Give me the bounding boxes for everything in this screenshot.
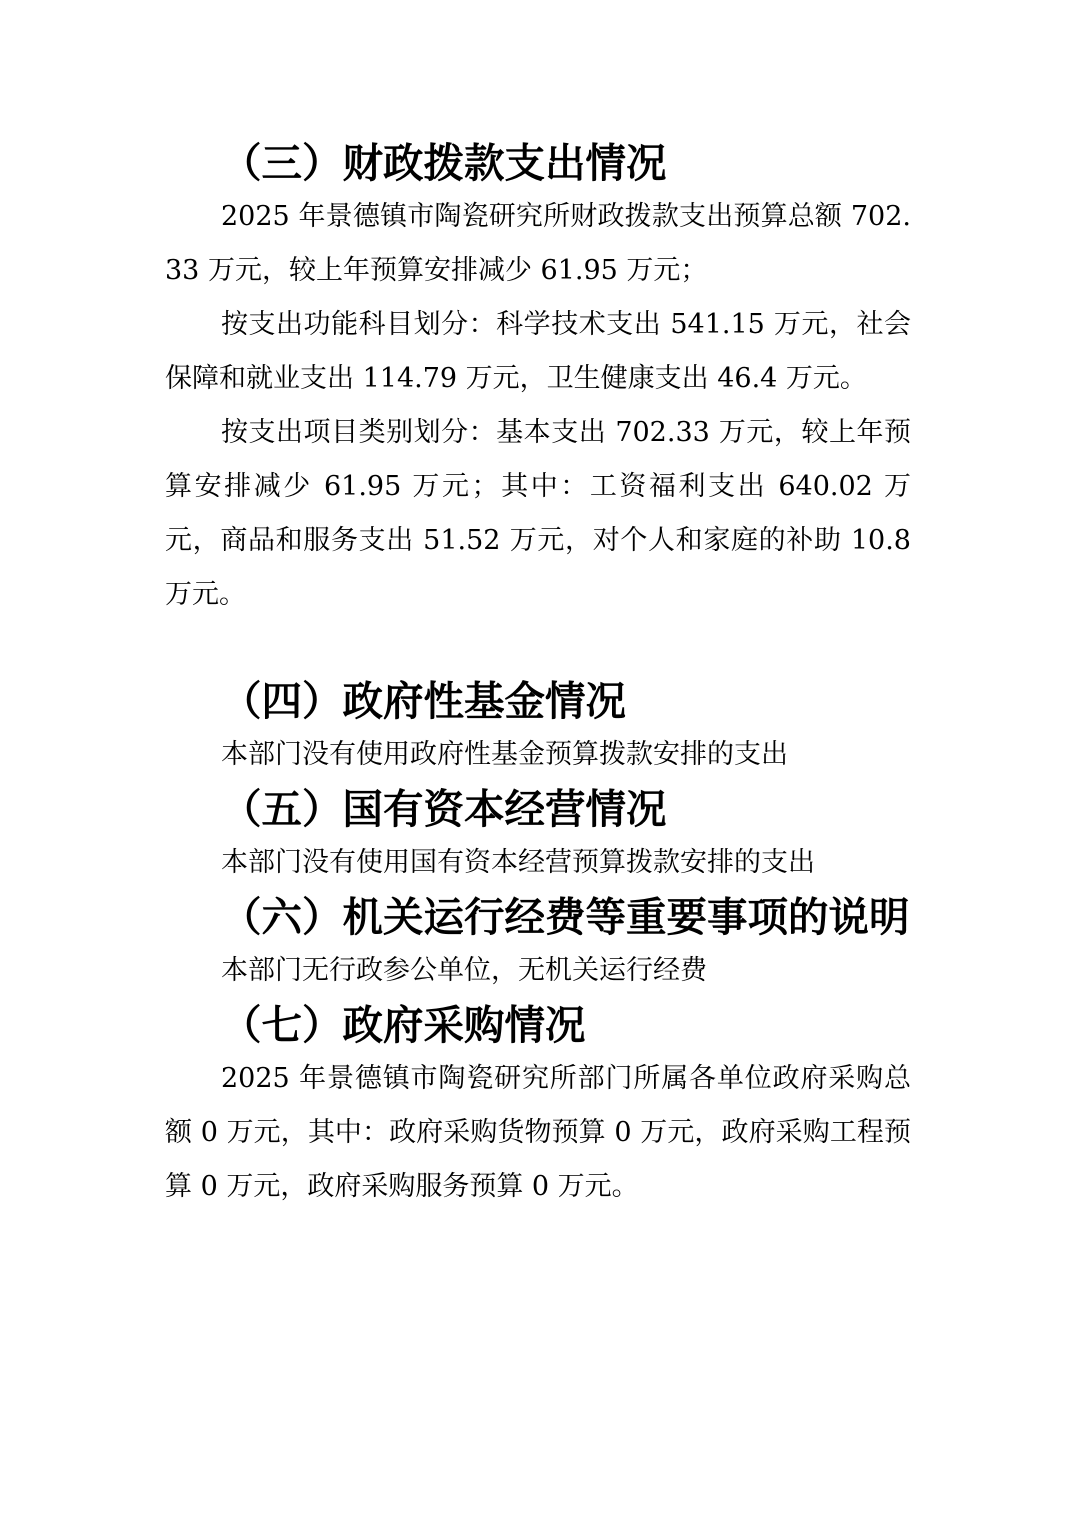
section-heading: （四）政府性基金情况 [221,677,626,725]
section-state-capital [165,782,911,890]
section-heading: （三）财政拨款支出情况 [221,139,667,187]
paragraph-government-fund: 本部门没有使用政府性基金预算拨款安排的支出 [221,739,788,770]
section-fiscal-expenditure [165,136,911,622]
section-heading: （五）国有资本经营情况 [221,785,667,833]
document-body [165,136,911,1214]
section-heading: （六）机关运行经费等重要事项的说明 [221,893,910,941]
section-procurement [165,998,911,1214]
paragraph-operating-expenses: 本部门无行政参公单位，无机关运行经费 [221,955,707,986]
paragraph-state-capital: 本部门没有使用国有资本经营预算拨款安排的支出 [221,847,815,878]
paragraph-procurement: 2025 年景德镇市陶瓷研究所部门所属各单位政府采购总额 0 万元，其中：政府采购货物预算 0 万元，政府采购工程预算 0 万元，政府采购服务预算 0 万元。 [165,1063,911,1202]
paragraph-by-function: 按支出功能科目划分：科学技术支出 541.15 万元，社会保障和就业支出 114.79 万元，卫生健康支出 46.4 万元。 [165,309,911,394]
spacer [165,622,911,674]
paragraph-total-budget: 2025 年景德镇市陶瓷研究所财政拨款支出预算总额 702.33 万元，较上年预算安排减少 61.95 万元； [165,201,911,286]
section-heading: （七）政府采购情况 [221,1001,586,1049]
section-operating-expenses [165,890,911,998]
paragraph-by-category: 按支出项目类别划分：基本支出 702.33 万元，较上年预算安排减少 61.95 万元；其中：工资福利支出 640.02 万元，商品和服务支出 51.52 万元，对个人和家庭的补助 10.8 万元。 [165,417,911,610]
section-government-fund [165,674,911,782]
